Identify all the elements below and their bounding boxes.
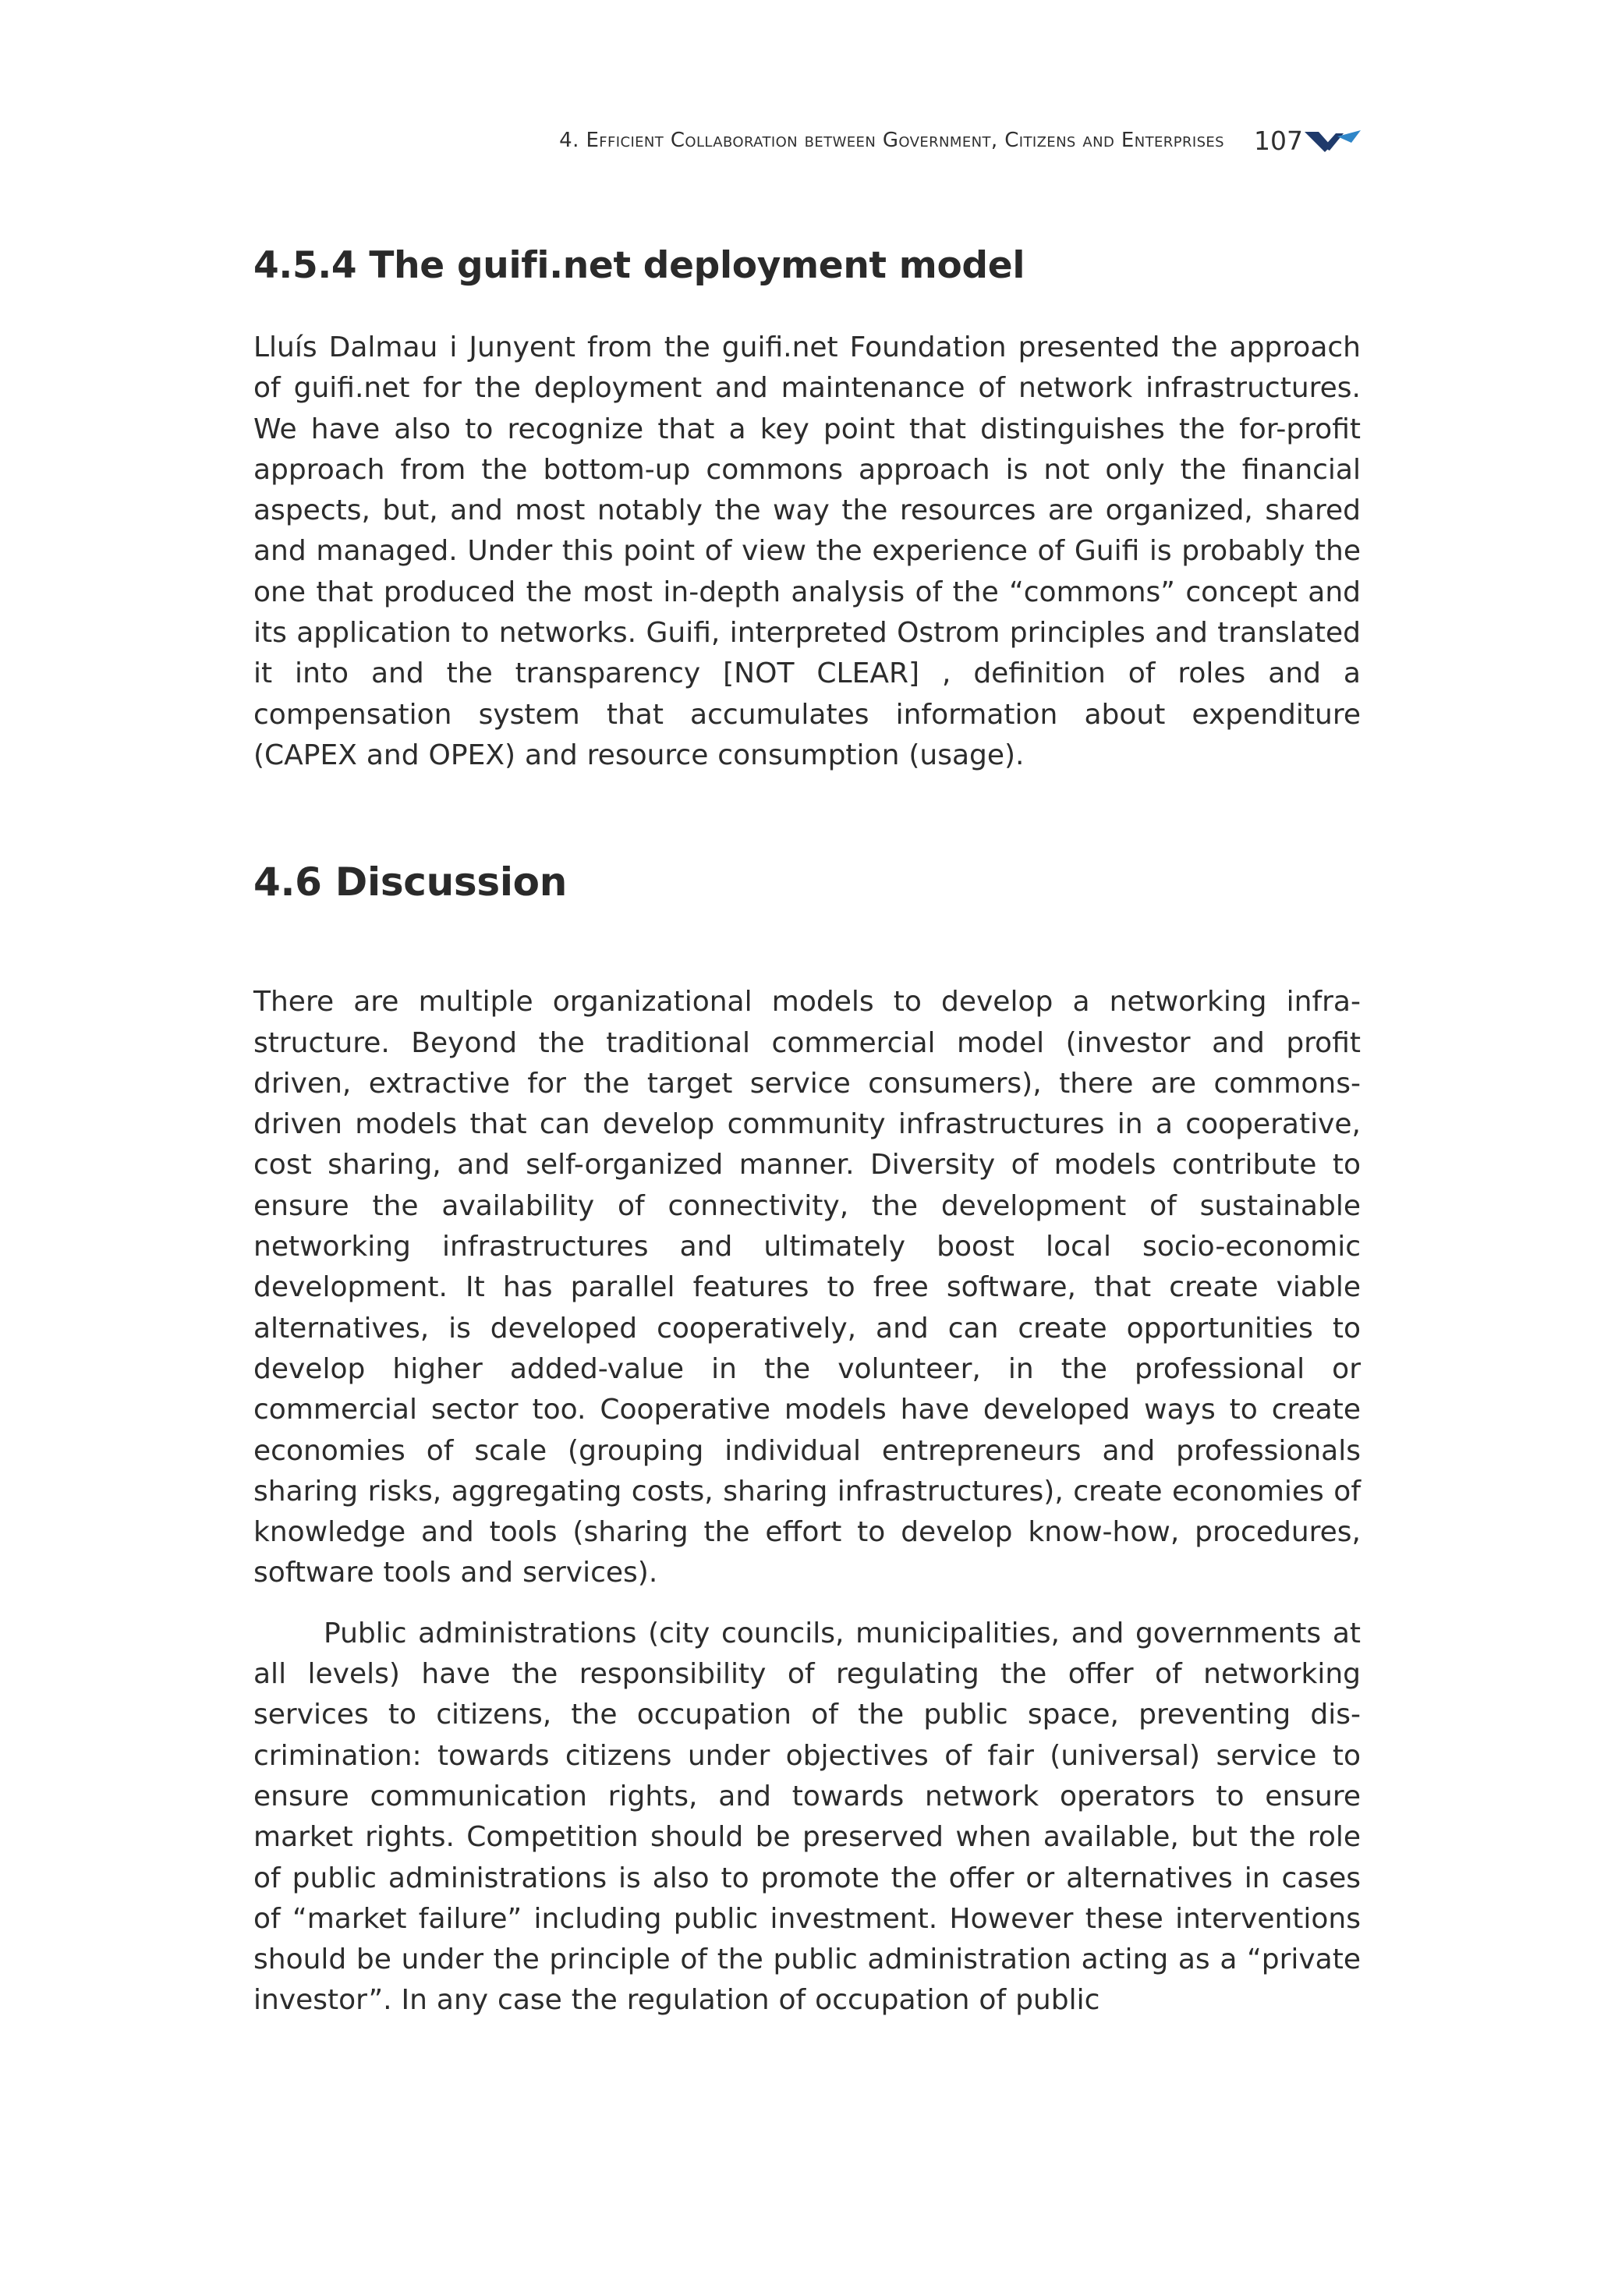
publisher-logo-icon [1305, 127, 1361, 154]
paragraph-guifi: Lluís Dalmau i Junyent from the guifi.net Foundation presented the approach of guifi.net for the deployment and maintenance of network infrastructures. We have also to recognize that a key point that distinguishes the for-profit approach from the bottom-up commons approach is not only the financial aspects, but, and most notably the way the resources are organized, shared and managed. Under this point of view the experience of Guifi is probably the one that produced the most in-depth analysis of the “commons” concept and its application to networks. Guifi, interpreted Ostrom principles and translated it into and the transparency [NOT CLEAR] , definition of roles and a compensation system that accumulates information about expenditure (CAPEX and OPEX) and resource consumption (usage). [253, 331, 1361, 771]
running-header [253, 123, 1361, 158]
section-heading-4-5-4: 4.5.4 The guifi.net deployment model [253, 244, 1025, 287]
page-content [253, 239, 1361, 2021]
section-heading-4-6: 4.6 Discussion [253, 859, 568, 905]
running-title: 4. Efficient Collaboration between Government, Citizens and Enterprises [559, 129, 1224, 152]
paragraph-discussion-2: Public administrations (city councils, municipalities, and governments at all levels) have the responsibility of regulating the offer of networking services to citizens, the occupation of the public space, preventing discrimination: towards citizens under objectives of fair (universal) service to ensure communication rights, and towards network operators to ensure market rights. Competition should be preserved when available, but the role of public administrations is also to promote the offer or alternatives in cases of “market failure” including public investment. However these interventions should be under the principle of the public administration acting as a “private investor”. In any case the regulation of occupation of public [253, 1617, 1361, 2017]
paragraph-discussion-1: There are multiple organizational models to develop a networking infrastructure. Beyond the traditional commercial model (investor and profit driven, extractive for the target service consumers), there are commons-driven models that can develop community infrastructures in a cooperative, cost sharing, and self-organized manner. Diversity of models contribute to ensure the availability of connectivity, the development of sustainable networking infrastructures and ultimately boost local socio-economic development. It has parallel features to free software, that create viable alternatives, is developed cooperatively, and can create opportunities to develop higher added-value in the volunteer, in the professional or commercial sector too. Cooperative models have developed ways to create economies of scale (grouping individual entrepreneurs and professionals sharing risks, aggregating costs, sharing infrastructures), create economies of knowledge and tools (sharing the effort to develop know-how, procedures, software tools and services). [253, 986, 1361, 1589]
page-number: 107 [1254, 125, 1303, 156]
